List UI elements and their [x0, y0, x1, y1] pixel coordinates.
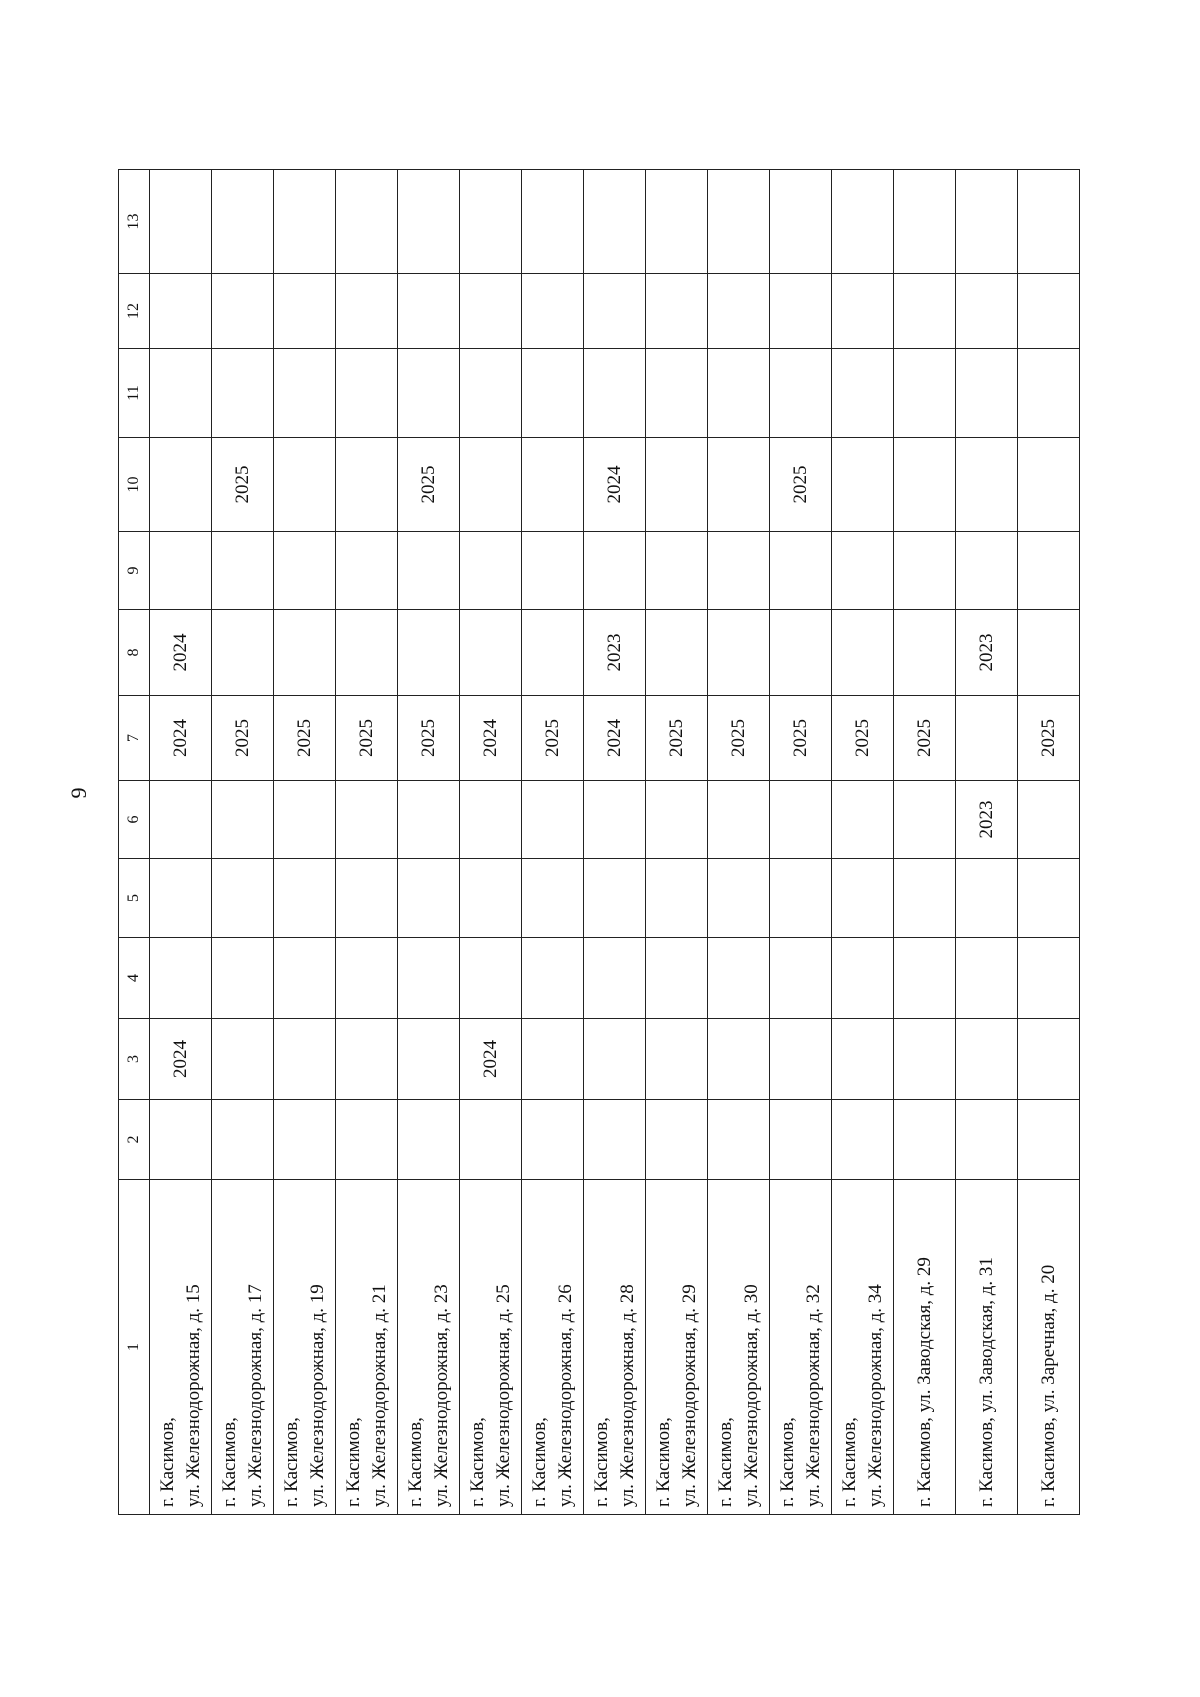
cell-col-2: [584, 1100, 646, 1180]
address-line-1: г. Касимов,: [529, 1417, 551, 1507]
cell-col-5: [894, 859, 956, 938]
address-line-1: г. Касимов,: [281, 1417, 303, 1507]
cell-col-13: [398, 170, 460, 274]
table-row: [708, 170, 770, 1515]
cell-col-7: 2025: [274, 696, 336, 781]
table-row: [894, 170, 956, 1515]
cell-col-12: [646, 274, 708, 349]
cell-col-3: [1018, 1019, 1080, 1100]
address-line-2: ул. Железнодорожная, д. 25: [492, 1284, 514, 1507]
cell-col-5: [646, 859, 708, 938]
cell-col-8: 2024: [150, 610, 212, 696]
cell-col-5: [770, 859, 832, 938]
cell-col-7: 2024: [460, 696, 522, 781]
schedule-table-rotated: [118, 170, 1059, 1515]
cell-col-11: [1018, 349, 1080, 438]
column-header-5: 5: [119, 859, 150, 938]
cell-col-2: [1018, 1100, 1080, 1180]
cell-col-13: [212, 170, 274, 274]
cell-col-12: [894, 274, 956, 349]
column-header-10: 10: [119, 438, 150, 532]
cell-col-4: [646, 938, 708, 1019]
column-header-9: 9: [119, 532, 150, 610]
address-line-2: ул. Железнодорожная, д. 30: [740, 1284, 762, 1507]
cell-col-13: [150, 170, 212, 274]
cell-col-5: [336, 859, 398, 938]
cell-col-13: [770, 170, 832, 274]
cell-col-11: [832, 349, 894, 438]
cell-col-13: [522, 170, 584, 274]
cell-col-4: [212, 938, 274, 1019]
cell-col-2: [832, 1100, 894, 1180]
table-row: [150, 170, 212, 1515]
table-row: [770, 170, 832, 1515]
cell-col-4: [708, 938, 770, 1019]
cell-col-4: [832, 938, 894, 1019]
cell-col-12: [522, 274, 584, 349]
cell-col-5: [584, 859, 646, 938]
cell-col-13: [832, 170, 894, 274]
cell-col-12: [150, 274, 212, 349]
address-line-2: ул. Железнодорожная, д. 26: [554, 1284, 576, 1507]
cell-col-8: [460, 610, 522, 696]
cell-col-4: [1018, 938, 1080, 1019]
address-line-2: ул. Железнодорожная, д. 23: [430, 1284, 452, 1507]
cell-col-12: [1018, 274, 1080, 349]
table-row: [956, 170, 1018, 1515]
cell-col-13: [460, 170, 522, 274]
cell-col-6: [274, 781, 336, 859]
cell-col-9: [584, 532, 646, 610]
schedule-table: [118, 169, 1080, 1515]
table-row: [336, 170, 398, 1515]
address-line-1: г. Касимов,: [405, 1417, 427, 1507]
cell-col-10: [956, 438, 1018, 532]
table-row: [646, 170, 708, 1515]
address-cell: [274, 1180, 336, 1515]
address-line-2: ул. Железнодорожная, д. 29: [678, 1284, 700, 1507]
cell-col-5: [522, 859, 584, 938]
table-row: [460, 170, 522, 1515]
address-line-1: г. Касимов,: [467, 1417, 489, 1507]
column-header-7: 7: [119, 696, 150, 781]
address-line-1: г. Касимов,: [591, 1417, 613, 1507]
cell-col-3: [832, 1019, 894, 1100]
cell-col-6: [646, 781, 708, 859]
address-line-1: г. Касимов, ул. Заречная, д. 20: [1037, 1264, 1059, 1507]
cell-col-5: [460, 859, 522, 938]
cell-col-3: 2024: [460, 1019, 522, 1100]
cell-col-3: [770, 1019, 832, 1100]
cell-col-6: [212, 781, 274, 859]
cell-col-6: [522, 781, 584, 859]
cell-col-10: [646, 438, 708, 532]
cell-col-11: [646, 349, 708, 438]
cell-col-8: [212, 610, 274, 696]
address-cell: [212, 1180, 274, 1515]
cell-col-5: [832, 859, 894, 938]
cell-col-10: [460, 438, 522, 532]
cell-col-2: [150, 1100, 212, 1180]
cell-col-4: [274, 938, 336, 1019]
cell-col-8: [646, 610, 708, 696]
cell-col-13: [708, 170, 770, 274]
cell-col-11: [398, 349, 460, 438]
cell-col-3: [274, 1019, 336, 1100]
table-body: [150, 170, 1080, 1515]
column-header-12: 12: [119, 274, 150, 349]
address-line-1: г. Касимов,: [343, 1417, 365, 1507]
cell-col-2: [646, 1100, 708, 1180]
cell-col-7: 2025: [646, 696, 708, 781]
address-line-2: ул. Железнодорожная, д. 21: [368, 1284, 390, 1507]
cell-col-12: [274, 274, 336, 349]
cell-col-13: [646, 170, 708, 274]
address-line-1: г. Касимов,: [653, 1417, 675, 1507]
cell-col-9: [708, 532, 770, 610]
cell-col-10: 2025: [212, 438, 274, 532]
cell-col-3: [894, 1019, 956, 1100]
address-cell: [1018, 1180, 1080, 1515]
cell-col-6: [460, 781, 522, 859]
cell-col-9: [832, 532, 894, 610]
cell-col-10: [832, 438, 894, 532]
cell-col-3: 2024: [150, 1019, 212, 1100]
address-cell: [584, 1180, 646, 1515]
cell-col-2: [894, 1100, 956, 1180]
address-cell: [646, 1180, 708, 1515]
cell-col-6: [832, 781, 894, 859]
cell-col-9: [894, 532, 956, 610]
cell-col-3: [522, 1019, 584, 1100]
cell-col-11: [522, 349, 584, 438]
cell-col-6: [584, 781, 646, 859]
address-cell: [770, 1180, 832, 1515]
address-line-1: г. Касимов,: [219, 1417, 241, 1507]
cell-col-13: [894, 170, 956, 274]
address-cell: [956, 1180, 1018, 1515]
cell-col-2: [460, 1100, 522, 1180]
cell-col-7: 2025: [1018, 696, 1080, 781]
address-cell: [832, 1180, 894, 1515]
table-row: [398, 170, 460, 1515]
cell-col-8: [1018, 610, 1080, 696]
cell-col-11: [770, 349, 832, 438]
table-row: [274, 170, 336, 1515]
cell-col-3: [336, 1019, 398, 1100]
cell-col-12: [584, 274, 646, 349]
cell-col-7: 2024: [584, 696, 646, 781]
cell-col-3: [584, 1019, 646, 1100]
cell-col-4: [770, 938, 832, 1019]
cell-col-7: [956, 696, 1018, 781]
cell-col-4: [584, 938, 646, 1019]
cell-col-12: [398, 274, 460, 349]
cell-col-9: [770, 532, 832, 610]
address-line-1: г. Касимов,: [715, 1417, 737, 1507]
cell-col-2: [274, 1100, 336, 1180]
cell-col-7: 2025: [770, 696, 832, 781]
cell-col-8: [336, 610, 398, 696]
column-header-3: 3: [119, 1019, 150, 1100]
cell-col-11: [956, 349, 1018, 438]
cell-col-11: [584, 349, 646, 438]
cell-col-4: [894, 938, 956, 1019]
cell-col-5: [708, 859, 770, 938]
cell-col-9: [460, 532, 522, 610]
address-cell: [894, 1180, 956, 1515]
cell-col-13: [584, 170, 646, 274]
address-cell: [150, 1180, 212, 1515]
cell-col-8: 2023: [584, 610, 646, 696]
cell-col-9: [956, 532, 1018, 610]
cell-col-2: [398, 1100, 460, 1180]
cell-col-10: [336, 438, 398, 532]
cell-col-3: [646, 1019, 708, 1100]
cell-col-9: [150, 532, 212, 610]
cell-col-8: [274, 610, 336, 696]
page-number: 9: [66, 787, 91, 799]
cell-col-6: [150, 781, 212, 859]
cell-col-8: [832, 610, 894, 696]
cell-col-10: [274, 438, 336, 532]
cell-col-3: [212, 1019, 274, 1100]
cell-col-9: [522, 532, 584, 610]
cell-col-6: [770, 781, 832, 859]
cell-col-4: [150, 938, 212, 1019]
cell-col-8: [708, 610, 770, 696]
cell-col-7: 2025: [398, 696, 460, 781]
cell-col-9: [1018, 532, 1080, 610]
table-row: [522, 170, 584, 1515]
cell-col-10: [894, 438, 956, 532]
cell-col-4: [460, 938, 522, 1019]
cell-col-8: [522, 610, 584, 696]
cell-col-5: [1018, 859, 1080, 938]
table-row: [832, 170, 894, 1515]
cell-col-6: [398, 781, 460, 859]
address-cell: [708, 1180, 770, 1515]
cell-col-12: [770, 274, 832, 349]
cell-col-7: 2024: [150, 696, 212, 781]
cell-col-7: 2025: [212, 696, 274, 781]
cell-col-2: [708, 1100, 770, 1180]
cell-col-11: [274, 349, 336, 438]
address-line-2: ул. Железнодорожная, д. 15: [182, 1284, 204, 1507]
address-cell: [398, 1180, 460, 1515]
cell-col-12: [336, 274, 398, 349]
cell-col-8: [398, 610, 460, 696]
cell-col-6: [708, 781, 770, 859]
cell-col-8: [770, 610, 832, 696]
address-line-2: ул. Железнодорожная, д. 19: [306, 1284, 328, 1507]
address-line-2: ул. Железнодорожная, д. 17: [244, 1284, 266, 1507]
cell-col-12: [460, 274, 522, 349]
cell-col-4: [956, 938, 1018, 1019]
cell-col-7: 2025: [522, 696, 584, 781]
cell-col-10: [1018, 438, 1080, 532]
cell-col-10: 2025: [770, 438, 832, 532]
cell-col-10: 2025: [398, 438, 460, 532]
cell-col-5: [150, 859, 212, 938]
cell-col-9: [336, 532, 398, 610]
address-cell: [336, 1180, 398, 1515]
cell-col-3: [708, 1019, 770, 1100]
cell-col-12: [956, 274, 1018, 349]
cell-col-3: [398, 1019, 460, 1100]
column-header-6: 6: [119, 781, 150, 859]
cell-col-5: [956, 859, 1018, 938]
column-header-2: 2: [119, 1100, 150, 1180]
cell-col-2: [956, 1100, 1018, 1180]
cell-col-9: [274, 532, 336, 610]
cell-col-2: [212, 1100, 274, 1180]
cell-col-11: [150, 349, 212, 438]
cell-col-2: [522, 1100, 584, 1180]
table-row: [1018, 170, 1080, 1515]
address-line-2: ул. Железнодорожная, д. 28: [616, 1284, 638, 1507]
table-row: [212, 170, 274, 1515]
cell-col-13: [956, 170, 1018, 274]
cell-col-7: 2025: [894, 696, 956, 781]
table-row: [584, 170, 646, 1515]
cell-col-4: [336, 938, 398, 1019]
cell-col-12: [832, 274, 894, 349]
cell-col-11: [336, 349, 398, 438]
cell-col-6: [1018, 781, 1080, 859]
address-line-2: ул. Железнодорожная, д. 34: [864, 1284, 886, 1507]
address-cell: [522, 1180, 584, 1515]
cell-col-10: [522, 438, 584, 532]
address-line-1: г. Касимов, ул. Заводская, д. 31: [975, 1257, 997, 1507]
cell-col-2: [336, 1100, 398, 1180]
cell-col-9: [212, 532, 274, 610]
address-cell: [460, 1180, 522, 1515]
cell-col-11: [708, 349, 770, 438]
cell-col-11: [212, 349, 274, 438]
cell-col-3: [956, 1019, 1018, 1100]
cell-col-5: [398, 859, 460, 938]
cell-col-4: [398, 938, 460, 1019]
cell-col-7: 2025: [708, 696, 770, 781]
column-header-8: 8: [119, 610, 150, 696]
column-header-1: 1: [119, 1180, 150, 1515]
cell-col-4: [522, 938, 584, 1019]
cell-col-10: 2024: [584, 438, 646, 532]
cell-col-7: 2025: [336, 696, 398, 781]
cell-col-13: [1018, 170, 1080, 274]
cell-col-10: [150, 438, 212, 532]
cell-col-13: [274, 170, 336, 274]
cell-col-12: [708, 274, 770, 349]
cell-col-5: [212, 859, 274, 938]
address-line-1: г. Касимов,: [157, 1417, 179, 1507]
address-line-1: г. Касимов,: [839, 1417, 861, 1507]
cell-col-8: 2023: [956, 610, 1018, 696]
cell-col-6: 2023: [956, 781, 1018, 859]
cell-col-2: [770, 1100, 832, 1180]
cell-col-12: [212, 274, 274, 349]
cell-col-11: [460, 349, 522, 438]
column-header-13: 13: [119, 170, 150, 274]
cell-col-8: [894, 610, 956, 696]
cell-col-6: [336, 781, 398, 859]
cell-col-11: [894, 349, 956, 438]
cell-col-9: [398, 532, 460, 610]
header-row: [119, 170, 150, 1515]
address-line-1: г. Касимов,: [777, 1417, 799, 1507]
column-header-11: 11: [119, 349, 150, 438]
cell-col-9: [646, 532, 708, 610]
cell-col-7: 2025: [832, 696, 894, 781]
address-line-2: ул. Железнодорожная, д. 32: [802, 1284, 824, 1507]
cell-col-13: [336, 170, 398, 274]
cell-col-10: [708, 438, 770, 532]
column-header-4: 4: [119, 938, 150, 1019]
cell-col-6: [894, 781, 956, 859]
cell-col-5: [274, 859, 336, 938]
address-line-1: г. Касимов, ул. Заводская, д. 29: [913, 1257, 935, 1507]
